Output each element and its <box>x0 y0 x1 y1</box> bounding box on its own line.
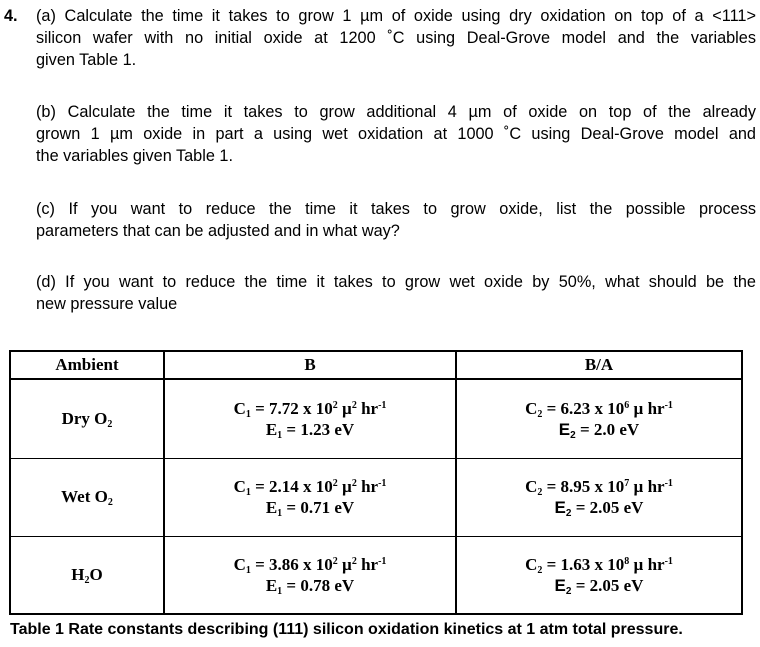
part-c <box>36 198 756 242</box>
b-cell <box>164 536 456 614</box>
part-d-line-2: new pressure value <box>36 295 178 313</box>
header-ambient: Ambient <box>10 351 164 379</box>
b-coefficient: $C_1 = 7.72$ x $10^2$ µ$^2$ $hr^{-1}$ <box>233 398 387 420</box>
b-activation-energy: $E_1 = 0.71$ eV <box>265 498 355 519</box>
b-cell <box>164 379 456 458</box>
ba-activation-energy: $E_2 = 2.0$ eV <box>558 419 640 441</box>
part-a-line-2: silicon wafer with no initial oxide at 1200 ˚C using Deal-Grove model and the variables <box>36 29 756 47</box>
header-b: B <box>164 351 456 379</box>
part-b <box>36 101 756 167</box>
part-a-line-3: given Table 1. <box>36 51 137 69</box>
b-coefficient: $C_1 = 2.14$ x $10^2$ µ$^2$ $hr^{-1}$ <box>233 477 387 498</box>
ba-activation-energy: $E_2 = 2.05$ eV <box>554 498 644 519</box>
table-header-row <box>10 351 742 379</box>
part-a <box>36 5 756 71</box>
b-cell <box>164 458 456 536</box>
question-number: 4. <box>4 7 18 25</box>
table-row-wet-o2 <box>10 458 742 536</box>
header-b-over-a: B/A <box>456 351 742 379</box>
rate-constants-table <box>9 350 743 615</box>
b-over-a-cell <box>456 379 742 458</box>
table-caption: Table 1 Rate constants describing (111) silicon oxidation kinetics at 1 atm total pressure. <box>10 621 683 638</box>
ba-coefficient: $C_2 = 6.23$ x $10^6$ µ $hr^{-1}$ <box>525 398 673 420</box>
part-b-line-2: grown 1 µm oxide in part a using wet oxidation at 1000 ˚C using Deal-Grove model and <box>36 125 756 143</box>
part-c-line-1: (c) If you want to reduce the time it takes to grow oxide, list the possible process <box>36 200 756 218</box>
b-over-a-cell <box>456 458 742 536</box>
part-a-line-1: (a) Calculate the time it takes to grow 1 µm of oxide using dry oxidation on top of a <111> <box>36 7 756 25</box>
b-activation-energy: $E_1 = 0.78$ eV <box>265 575 355 597</box>
b-over-a-cell <box>456 536 742 614</box>
part-b-line-1: (b) Calculate the time it takes to grow additional 4 µm of oxide on top of the already <box>36 103 756 121</box>
part-c-line-2: parameters that can be adjusted and in what way? <box>36 222 400 240</box>
ambient-cell: $H_2O$ <box>10 536 164 614</box>
ba-coefficient: $C_2 = 8.95$ x $10^7$ µ $hr^{-1}$ <box>525 477 673 498</box>
ba-activation-energy: $E_2 = 2.05$ eV <box>554 575 644 597</box>
ambient-cell: Dry $O_2$ <box>10 379 164 458</box>
table-row-dry-o2 <box>10 379 742 458</box>
b-coefficient: $C_1 = 3.86$ x $10^2$ µ$^2$ $hr^{-1}$ <box>233 554 387 576</box>
ba-coefficient: $C_2 = 1.63$ x $10^8$ µ $hr^{-1}$ <box>525 554 673 576</box>
part-d <box>36 271 756 315</box>
part-b-line-3: the variables given Table 1. <box>36 147 234 165</box>
ambient-cell: Wet $O_2$ <box>10 458 164 536</box>
table-row-h2o <box>10 536 742 614</box>
b-activation-energy: $E_1 = 1.23$ eV <box>265 419 355 441</box>
part-d-line-1: (d) If you want to reduce the time it takes to grow wet oxide by 50%, what should be the <box>36 273 756 291</box>
